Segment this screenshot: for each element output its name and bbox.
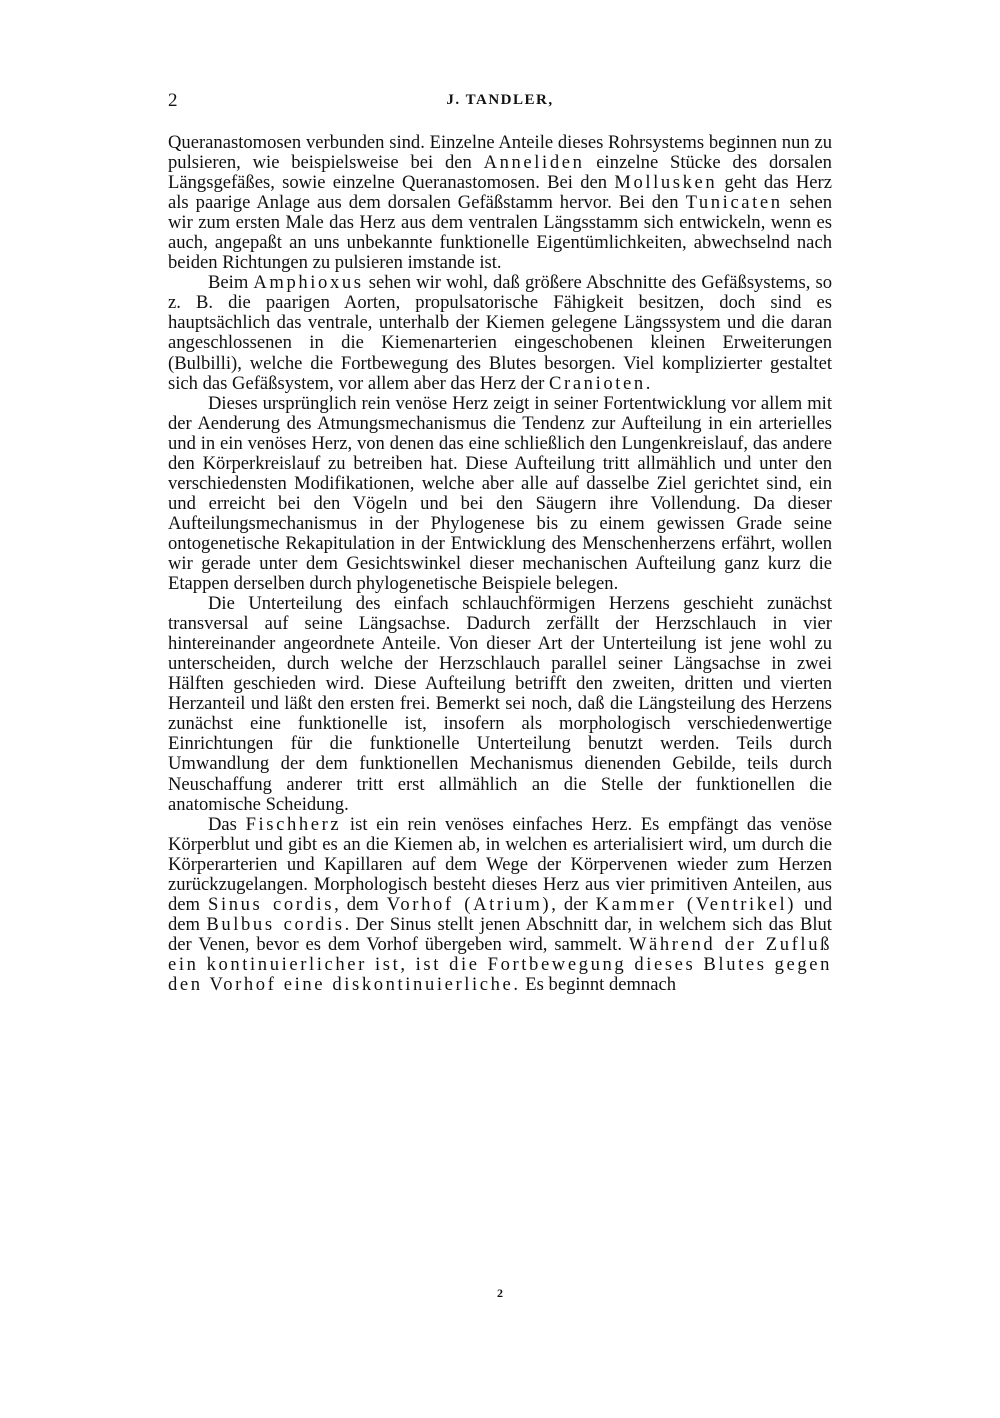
spaced-term: Cranioten (549, 372, 646, 394)
paragraph: Die Unterteilung des einfach schlauchförmigen Herzens geschieht zunächst transversal auf seine Längsachse. Dadurch zerfällt der Herzschlauch in vier hintereinander angeordnete Anteile. Von dieser Art der Unterteilung ist jene wohl zu unterscheiden, durch welche der Herzschlauch parallel seiner Längsachse in zwei Hälften geschieden wird. Diese Aufteilung betrifft den zweiten, dritten und vierten Herzanteil und läßt den ersten frei. Bemerkt sei noch, daß die Längsteilung des Herzens zunächst eine funktionelle ist, insofern als morphologisch verschiedenwertige Einrichtungen für die funktionelle Unterteilung benutzt werden. Teils durch Umwandlung der dem funktionellen Mechanismus dienenden Gebilde, teils durch Neuschaffung anderer tritt erst allmählich an die Stelle der funktionellen die anatomische Scheidung. (168, 593, 832, 815)
header-page-number: 2 (168, 90, 178, 111)
spaced-term: Mollusken (614, 172, 718, 194)
footer-page-number: 2 (497, 1286, 503, 1300)
spaced-term: Amphioxus (253, 272, 364, 294)
paragraph: Dieses ursprünglich rein venöse Herz zeigt in seiner Fortentwicklung vor allem mit der Aenderung des Atmungsmechanismus die Tendenz zur Aufteilung in ein arterielles und in ein venöses Herz, von denen das eine schließlich den Lungenkreislauf, das andere den Körperkreislauf zu betreiben hat. Diese Aufteilung tritt allmählich und unter den verschiedensten Modifikationen, welche aber alle auf dasselbe Ziel gerichtet sind, ein und erreicht bei den Vögeln und bei den Säugern ihre Vollendung. Da dieser Aufteilungsmechanismus in der Phylogenese bis zu einem gewissen Grade seine ontogenetische Rekapitulation in der Entwicklung des Menschenherzens erfährt, wollen wir gerade unter dem Gesichtswinkel dieser mechanischen Aufteilung ganz kurz die Etappen derselben durch phylogenetische Beispiele belegen. (168, 392, 832, 595)
spaced-term: Bulbus cordis (206, 913, 345, 935)
spaced-sentence: Während der Zufluß ein kontinuierlicher ist, ist die Fortbewegung dieses Blutes gegen den Vorhof eine diskontinuierliche. (168, 933, 832, 995)
spaced-term: Fischherz (245, 813, 342, 835)
spaced-term: Anneliden (483, 152, 585, 174)
paragraph: Beim Amphioxus sehen wir wohl, daß größere Abschnitte des Gefäßsystems, so z. B. die paarigen Aorten, propulsatorische Fähigkeit besitzen, doch sind es hauptsächlich das ventrale, unterhalb der Kiemen gelegene Längssystem und die daran angeschlossenen in die Kiemenarterien eingeschobenen kleinen Erweiterungen (Bulbilli), welche die Fortbewegung des Blutes besorgen. Viel komplizierter gestaltet sich das Gefäßsystem, vor allem aber das Herz der Cranioten. (168, 272, 832, 394)
paragraph: Das Fischherz ist ein rein venöses einfaches Herz. Es empfängt das venöse Körperblut und gibt es an die Kiemen ab, in welchen es arterialisiert wird, um durch die Körperarterien und Kapillaren auf dem Wege der Körpervenen wieder zum Herzen zurückzugelangen. Morphologisch besteht dieses Herz aus vier primitiven Anteilen, aus dem Sinus cordis, dem Vorhof (Atrium), der Kammer (Ventrikel) und dem Bulbus cordis. Der Sinus stellt jenen Abschnitt dar, in welchem sich das Blut der Venen, bevor es dem Vorhof übergeben wird, sammelt. Während der Zufluß ein kontinuierlicher ist, ist die Fortbewegung dieses Blutes gegen den Vorhof eine diskontinuierliche. Es beginnt demnach (168, 813, 832, 995)
spaced-term: Vorhof (Atrium) (386, 893, 552, 915)
running-title: J. TANDLER, (446, 92, 554, 108)
body-text (168, 133, 832, 995)
spaced-term: Kammer (Ventrikel) (595, 893, 797, 915)
spaced-term: Sinus cordis (208, 893, 335, 915)
paragraph: Queranastomosen verbunden sind. Einzelne Anteile dieses Rohrsystems beginnen nun zu pulsieren, wie beispielsweise bei den Anneliden einzelne Stücke des dorsalen Längsgefäßes, sowie einzelne Queranastomosen. Bei den Mollusken geht das Herz als paarige Anlage aus dem dorsalen Gefäßstamm hervor. Bei den Tunicaten sehen wir zum ersten Male das Herz aus dem ventralen Längsstamm sich entwickeln, wenn es auch, angepaßt an uns unbekannte funktionelle Eigentümlichkeiten, abwechselnd nach beiden Richtungen zu pulsieren imstande ist. (168, 132, 833, 274)
page-header (168, 90, 832, 114)
spaced-term: Tunicaten (685, 192, 783, 214)
